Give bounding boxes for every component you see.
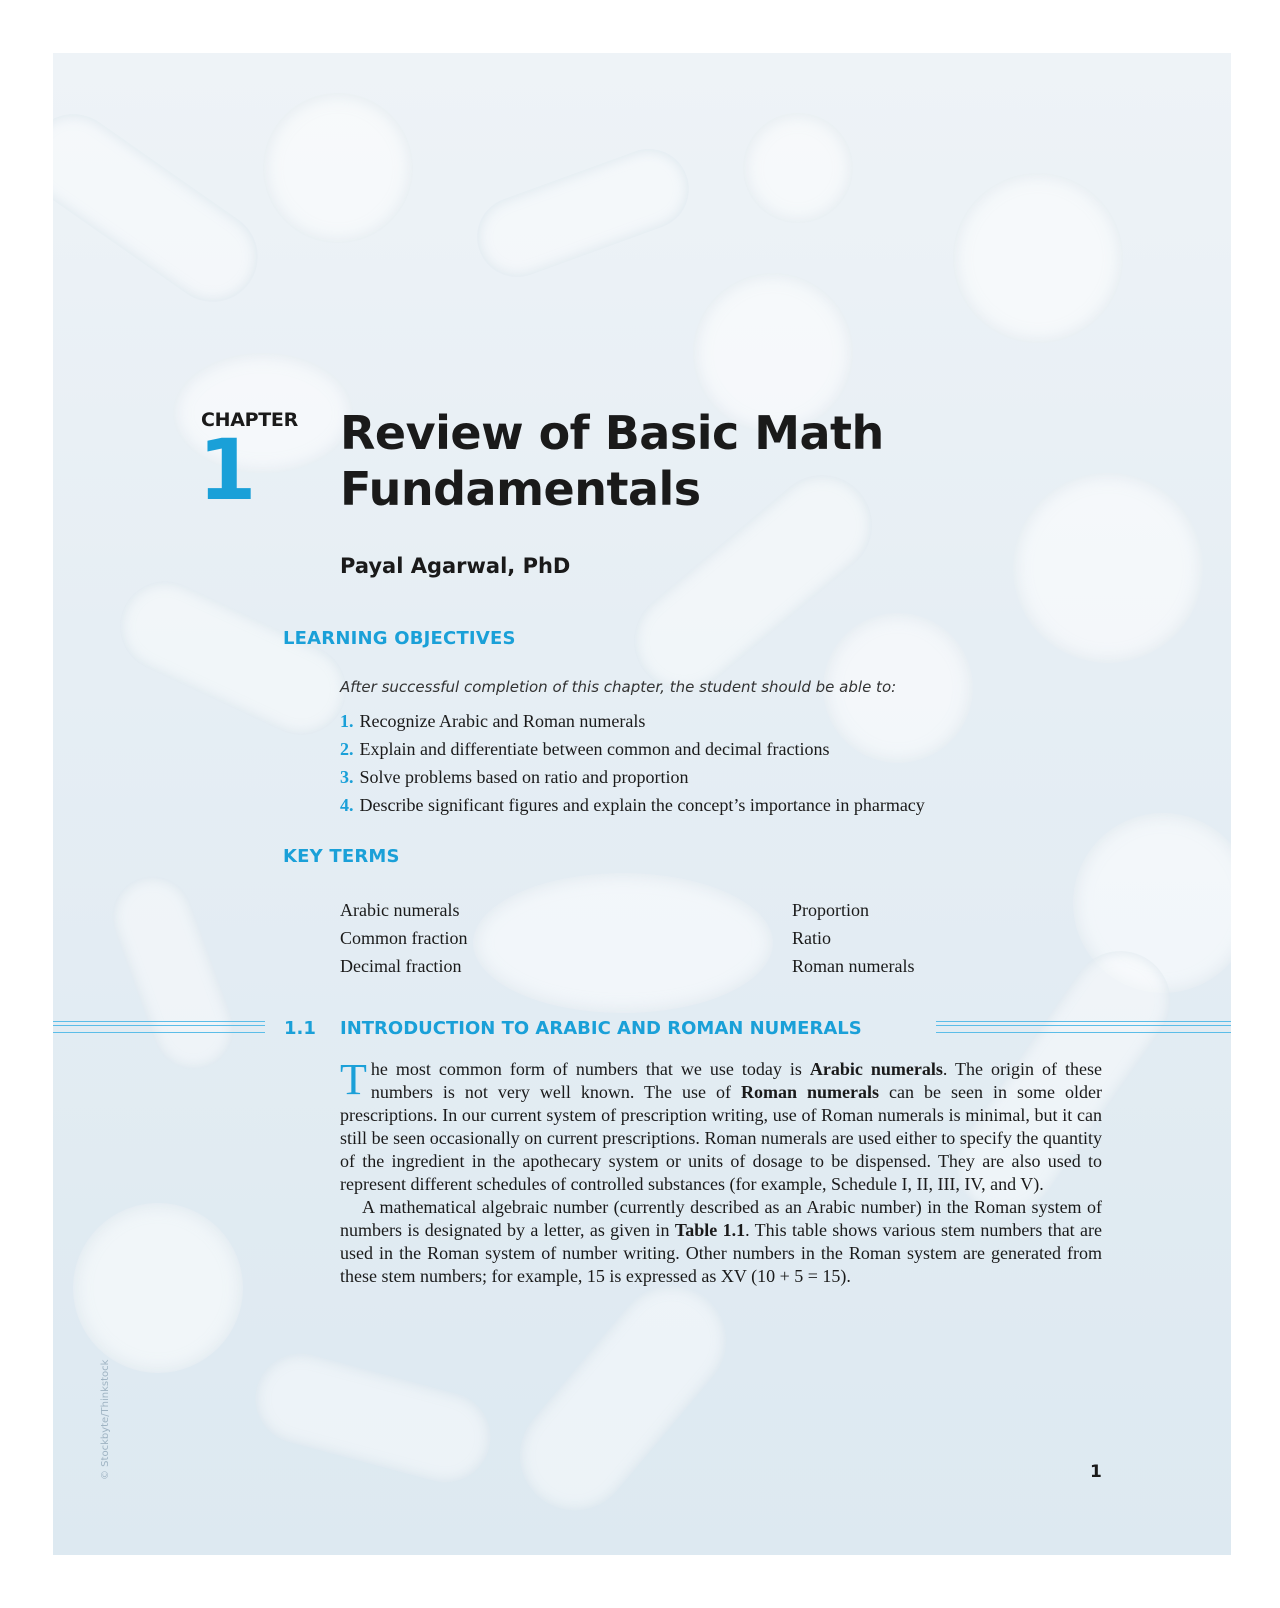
author: Payal Agarwal, PhD bbox=[340, 554, 571, 578]
objectives-intro: After successful completion of this chapter, the student should be able to: bbox=[340, 678, 897, 696]
section-number: 1.1 bbox=[284, 1018, 316, 1039]
key-terms-right-column bbox=[792, 896, 914, 980]
learning-objectives-heading: LEARNING OBJECTIVES bbox=[283, 628, 516, 649]
list-item bbox=[340, 763, 925, 791]
objectives-list bbox=[340, 707, 925, 819]
chapter-title-line1: Review of Basic Math bbox=[340, 406, 884, 460]
term-bold: Arabic numerals bbox=[809, 1059, 943, 1079]
objective-number: 1. bbox=[340, 711, 354, 731]
paragraph-2 bbox=[340, 1196, 1102, 1288]
chapter-number: 1 bbox=[198, 421, 257, 519]
key-term: Arabic numerals bbox=[340, 900, 460, 920]
page-number: 1 bbox=[1090, 1462, 1102, 1482]
key-terms-left-column bbox=[340, 896, 467, 980]
paragraph-1 bbox=[340, 1055, 1102, 1196]
section-rule-right bbox=[936, 1021, 1231, 1033]
objective-text: Recognize Arabic and Roman numerals bbox=[359, 711, 646, 731]
key-term: Proportion bbox=[792, 900, 870, 920]
key-term: Decimal fraction bbox=[340, 956, 462, 976]
paragraph-text: he most common form of numbers that we use today is bbox=[370, 1059, 810, 1079]
list-item bbox=[340, 707, 925, 735]
paragraph-text: A mathematical algebraic number (currently described as an Arabic number) in the Roman system of numbers is designated by a letter, as given in bbox=[340, 1197, 1102, 1240]
chapter-title-line2: Fundamentals bbox=[340, 462, 701, 516]
key-terms-heading: KEY TERMS bbox=[283, 846, 400, 867]
paragraph-text: . The origin of these numbers is not very well known. The use of bbox=[370, 1059, 1102, 1102]
section-title: INTRODUCTION TO ARABIC AND ROMAN NUMERALS bbox=[340, 1018, 862, 1039]
paragraph-text: . This table shows various stem numbers that are used in the Roman system of number writing. Other numbers in the Roman system are generated from these stem numbers; for example, 15 is expressed as XV (10 + 5 = 15). bbox=[340, 1220, 1103, 1286]
paragraph-text: can be seen in some older prescriptions. In our current system of prescription writing, use of Roman numerals is minimal, but it can still be seen occasionally on current prescriptions. Roman numerals are used either to specify the quantity of the ingredient in the apothecary system or units of dosage to be dispensed. They are also used to represent different schedules of controlled substances (for example, Schedule I, II, III, IV, and V). bbox=[340, 1082, 1102, 1194]
objective-number: 4. bbox=[340, 795, 354, 815]
chapter-label: CHAPTER bbox=[201, 409, 298, 431]
table-reference[interactable]: Table 1.1 bbox=[674, 1220, 746, 1240]
key-term: Roman numerals bbox=[792, 956, 915, 976]
term-bold: Roman numerals bbox=[741, 1082, 880, 1102]
objective-text: Solve problems based on ratio and proportion bbox=[359, 767, 689, 787]
list-item bbox=[340, 791, 925, 819]
section-rule-left bbox=[53, 1021, 265, 1033]
drop-cap: T bbox=[340, 1055, 367, 1104]
body-text bbox=[340, 1055, 1103, 1288]
key-term: Ratio bbox=[792, 928, 831, 948]
list-item bbox=[340, 735, 925, 763]
objective-text: Explain and differentiate between common and decimal fractions bbox=[359, 739, 830, 759]
objective-number: 2. bbox=[340, 739, 354, 759]
objective-number: 3. bbox=[340, 767, 354, 787]
objective-text: Describe significant figures and explain the concept’s importance in pharmacy bbox=[359, 795, 925, 815]
key-term: Common fraction bbox=[340, 928, 468, 948]
photo-credit: © Stockbyte/Thinkstock bbox=[100, 1359, 111, 1480]
chapter-title bbox=[340, 405, 884, 517]
